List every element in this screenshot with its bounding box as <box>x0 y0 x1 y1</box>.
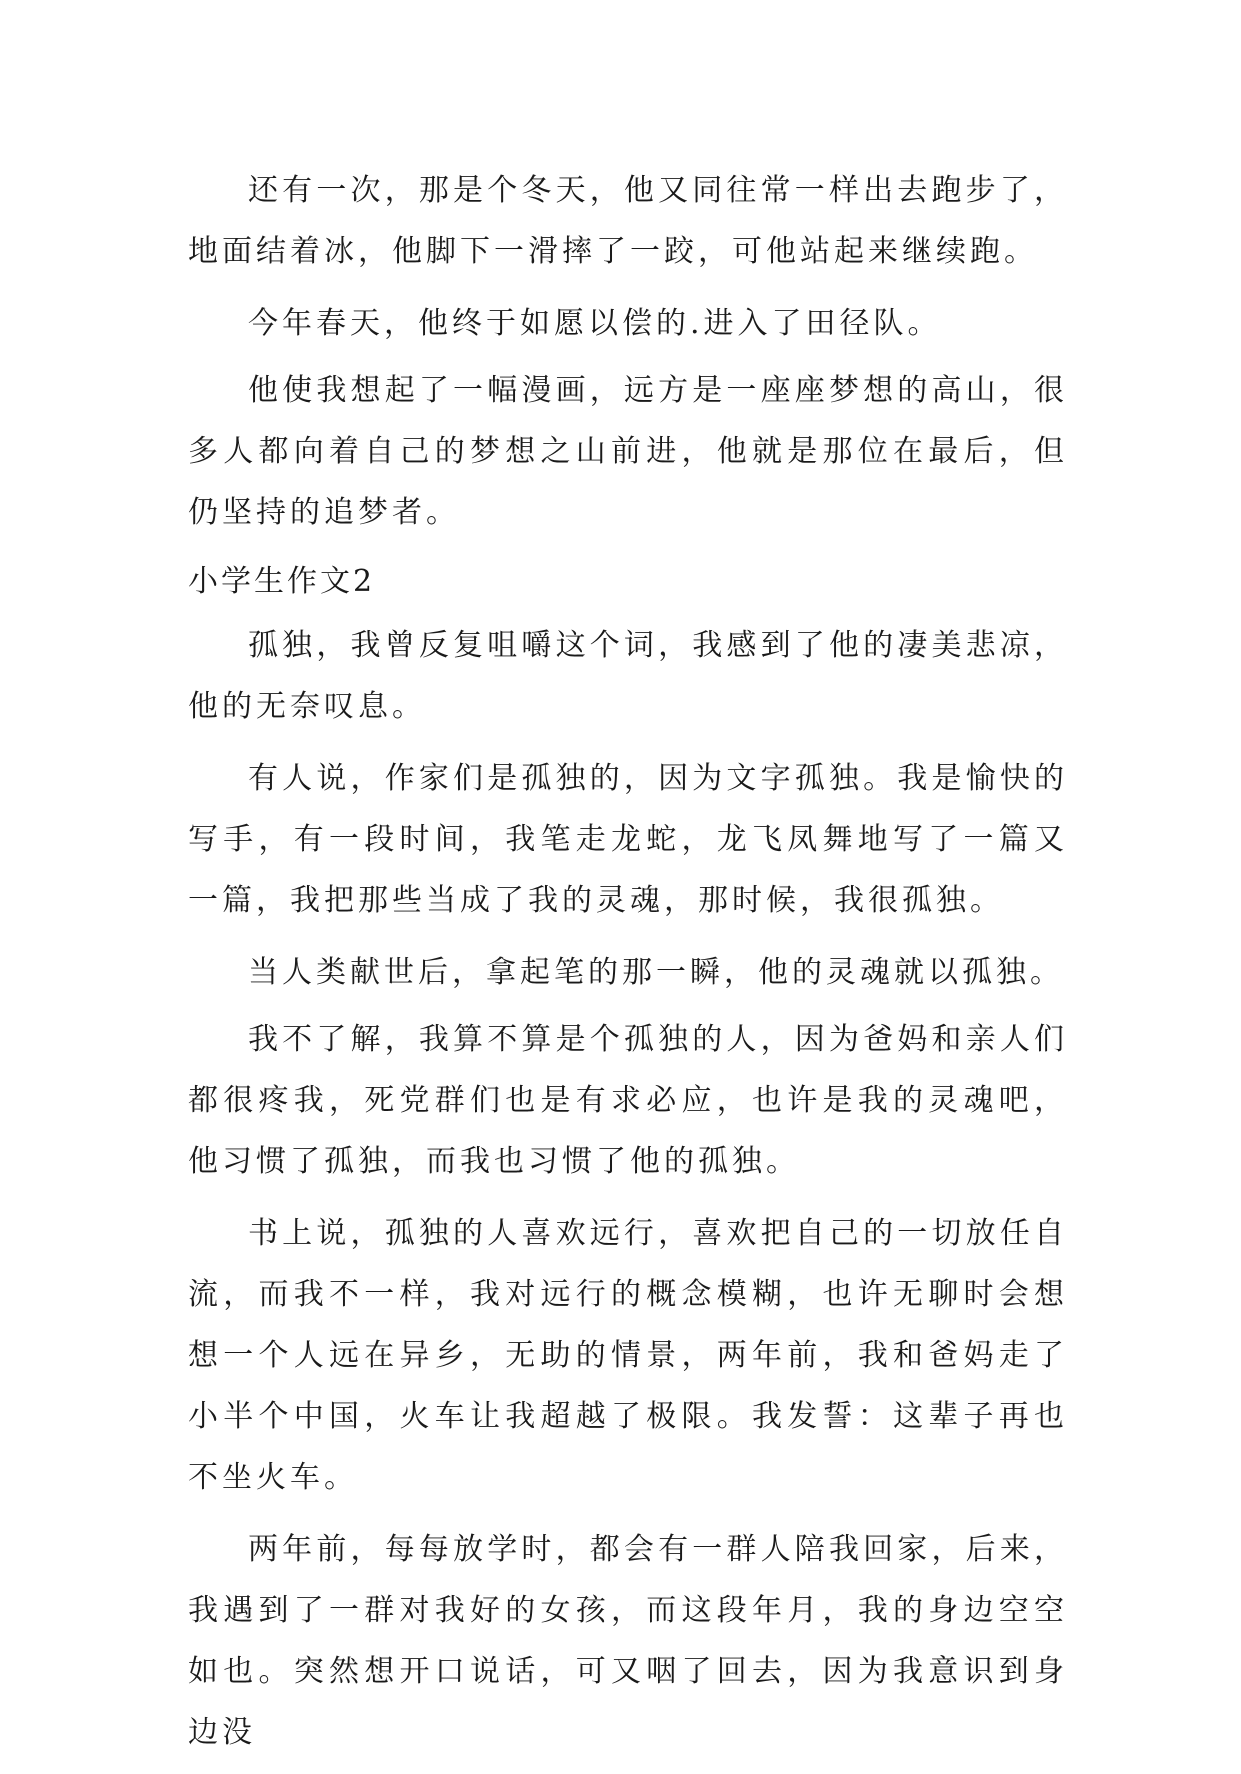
paragraph-loneliness-intro: 孤独，我曾反复咀嚼这个词，我感到了他的凄美悲凉，他的无奈叹息。 <box>188 628 1068 724</box>
section-title: 小学生作文2 <box>188 564 376 599</box>
paragraph-joined-team: 今年春天，他终于如愿以偿的.进入了田径队。 <box>248 306 942 341</box>
paragraph-winter-run: 还有一次，那是个冬天，他又同往常一样出去跑步了，地面结着冰，他脚下一滑摔了一跤，可他站起来继续跑。 <box>188 173 1068 269</box>
paragraph-dream-mountain: 他使我想起了一幅漫画，远方是一座座梦想的高山，很多人都向着自己的梦想之山前进，他就是那位在最后，但仍坚持的追梦者。 <box>188 373 1068 530</box>
paragraph-pen-moment: 当人类献世后，拿起笔的那一瞬，他的灵魂就以孤独。 <box>248 955 1064 990</box>
document-body <box>188 160 1068 1774</box>
paragraph-am-i-lonely: 我不了解，我算不算是个孤独的人，因为爸妈和亲人们都很疼我，死党群们也是有求必应，也许是我的灵魂吧，他习惯了孤独，而我也习惯了他的孤独。 <box>188 1022 1068 1179</box>
paragraph-travel: 书上说，孤独的人喜欢远行，喜欢把自己的一切放任自流，而我不一样，我对远行的概念模糊，也许无聊时会想想一个人远在异乡，无助的情景，两年前，我和爸妈走了小半个中国，火车让我超越了极限。我发誓：这辈子再也不坐火车。 <box>188 1216 1068 1495</box>
paragraph-two-years-ago: 两年前，每每放学时，都会有一群人陪我回家，后来，我遇到了一群对我好的女孩，而这段年月，我的身边空空如也。突然想开口说话，可又咽了回去，因为我意识到身边没 <box>188 1532 1068 1750</box>
paragraph-writers-lonely: 有人说，作家们是孤独的，因为文字孤独。我是愉快的写手，有一段时间，我笔走龙蛇，龙飞凤舞地写了一篇又一篇，我把那些当成了我的灵魂，那时候，我很孤独。 <box>188 761 1068 918</box>
